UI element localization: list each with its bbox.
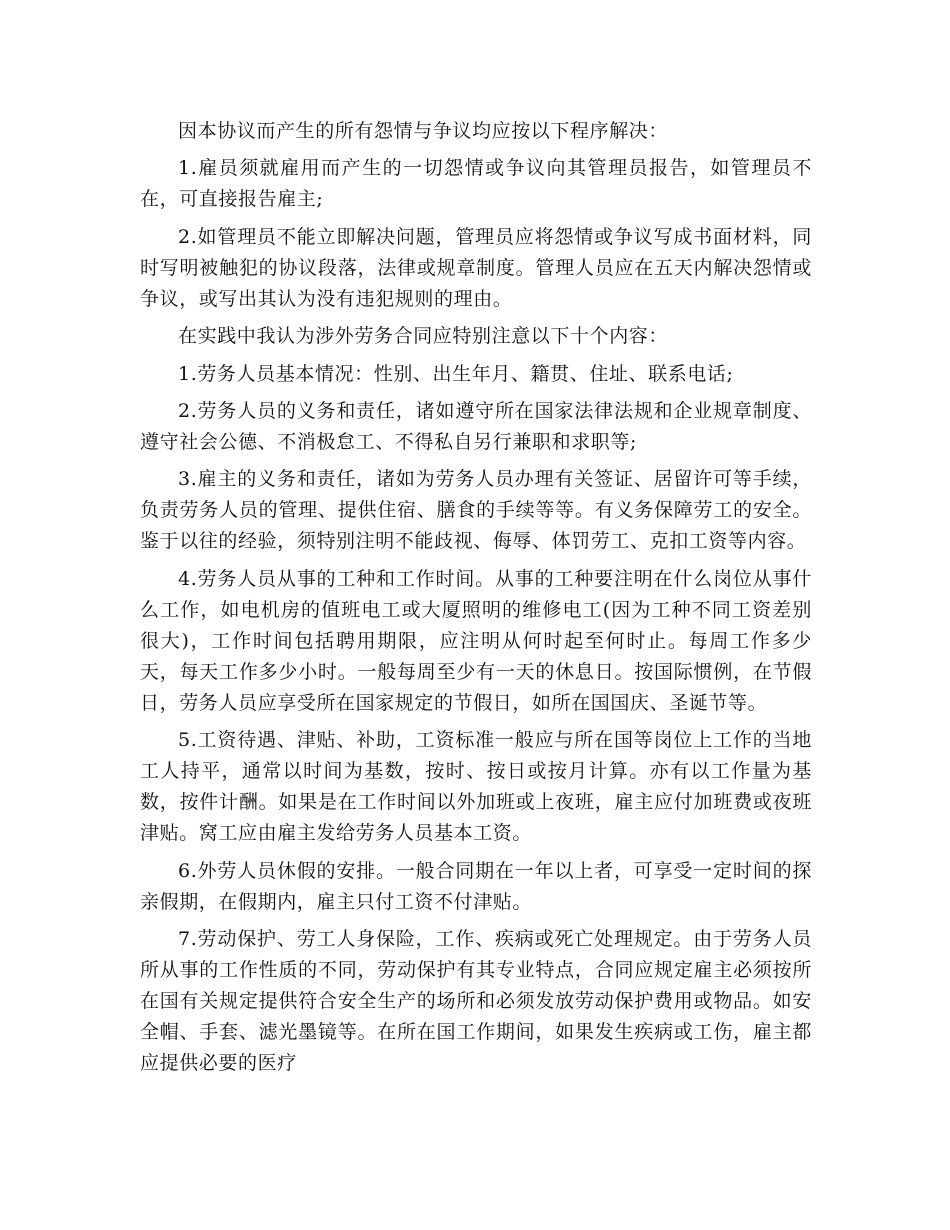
- document-body: [140, 116, 812, 1085]
- paragraph-ten-items-intro: 在实践中我认为涉外劳务合同应特别注意以下十个内容：: [178, 325, 669, 348]
- paragraph-dispute-step-1: 1.雇员须就雇用而产生的一切怨情或争议向其管理员报告，如管理员不在，可直接报告雇主;: [140, 157, 812, 211]
- paragraph-dispute-step-2: 2.如管理员不能立即解决问题，管理员应将怨情或争议写成书面材料，同时写明被触犯的协议段落，法律或规章制度。管理人员应在五天内解决怨情或争议，或写出其认为没有违犯规则的理由。: [140, 225, 812, 310]
- paragraph-item-6: 6.外劳人员休假的安排。一般合同期在一年以上者，可享受一定时间的探亲假期，在假期内，雇主只付工资不付津贴。: [140, 859, 812, 913]
- paragraph-item-7: 7.劳动保护、劳工人身保险，工作、疾病或死亡处理规定。由于劳务人员所从事的工作性质的不同，劳动保护有其专业特点，合同应规定雇主必须按所在国有关规定提供符合安全生产的场所和必须发放劳动保护费用或物品。如安全帽、手套、滤光墨镜等。在所在国工作期间，如果发生疾病或工伤，雇主都应提供必要的医疗: [140, 927, 812, 1074]
- paragraph-item-4: 4.劳务人员从事的工种和工作时间。从事的工种要注明在什么岗位从事什么工作，如电机房的值班电工或大厦照明的维修电工(因为工种不同工资差别很大)，工作时间包括聘用期限，应注明从何时起至何时止。每周工作多少天，每天工作多少小时。一般每周至少有一天的休息日。按国际惯例，在节假日，劳务人员应享受所在国家规定的节假日，如所在国国庆、圣诞节等。: [140, 567, 812, 714]
- paragraph-item-2: 2.劳务人员的义务和责任，诸如遵守所在国家法律法规和企业规章制度、遵守社会公德、不消极怠工、不得私自另行兼职和求职等;: [140, 399, 812, 453]
- paragraph-dispute-intro: 因本协议而产生的所有怨情与争议均应按以下程序解决：: [178, 120, 669, 142]
- paragraph-item-5: 5.工资待遇、津贴、补助，工资标准一般应与所在国等岗位上工作的当地工人持平，通常以时间为基数，按时、按日或按月计算。亦有以工作量为基数，按件计酬。如果是在工作时间以外加班或上夜班，雇主应付加班费或夜班津贴。窝工应由雇主发给劳务人员基本工资。: [140, 729, 812, 845]
- paragraph-item-1: 1.劳务人员基本情况：性别、出生年月、籍贯、住址、联系电话;: [178, 362, 734, 385]
- paragraph-item-3: 3.雇主的义务和责任，诸如为劳务人员办理有关签证、居留许可等手续，负责劳务人员的管理、提供住宿、膳食的手续等等。有义务保障劳工的安全。鉴于以往的经验，须特别注明不能歧视、侮辱、体罚劳工、克扣工资等内容。: [140, 468, 812, 553]
